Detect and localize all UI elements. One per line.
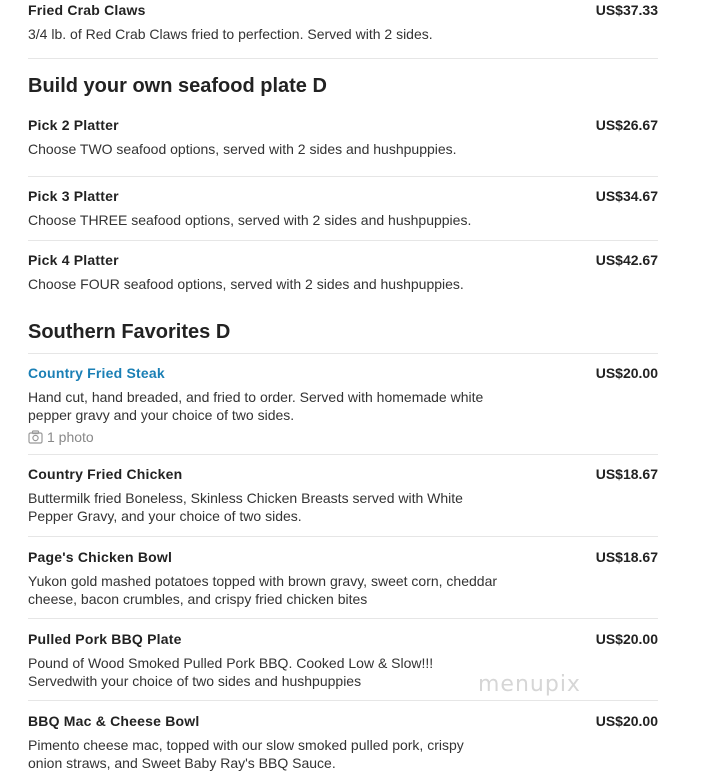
section-title: Southern Favorites D bbox=[28, 321, 231, 343]
item-description: Pound of Wood Smoked Pulled Pork BBQ. Cooked Low & Slow!!! Servedwith your choice of two sides and hushpuppies bbox=[28, 655, 434, 689]
menu bbox=[28, 0, 658, 773]
item-price: US$18.67 bbox=[595, 466, 658, 482]
camera-icon bbox=[28, 430, 43, 444]
item-name: Pulled Pork BBQ Plate bbox=[28, 631, 182, 647]
item-price: US$20.00 bbox=[595, 713, 658, 729]
menu-item bbox=[28, 177, 658, 241]
menu-item bbox=[28, 0, 658, 59]
item-description: Yukon gold mashed potatoes topped with brown gravy, sweet corn, cheddar cheese, bacon crumbles, and crispy fried chicken bites bbox=[28, 573, 498, 607]
item-price: US$18.67 bbox=[595, 549, 658, 565]
watermark: menupix bbox=[478, 672, 581, 697]
item-description: Pimento cheese mac, topped with our slow smoked pulled pork, crispy onion straws, and Sweet Baby Ray's BBQ Sauce. bbox=[28, 737, 464, 771]
menu-item bbox=[28, 113, 658, 177]
item-name: Country Fried Chicken bbox=[28, 466, 183, 482]
menu-item bbox=[28, 241, 658, 315]
item-description: Choose TWO seafood options, served with 2 sides and hushpuppies. bbox=[28, 141, 457, 157]
item-description: 3/4 lb. of Red Crab Claws fried to perfection. Served with 2 sides. bbox=[28, 26, 433, 42]
item-name: Pick 4 Platter bbox=[28, 252, 119, 268]
section-title: Build your own seafood plate D bbox=[28, 75, 327, 97]
menu-item bbox=[28, 455, 658, 537]
photo-link[interactable] bbox=[28, 429, 94, 445]
section-header bbox=[28, 315, 658, 354]
section-header bbox=[28, 59, 658, 113]
item-price: US$42.67 bbox=[595, 252, 658, 268]
item-name: BBQ Mac & Cheese Bowl bbox=[28, 713, 200, 729]
item-price: US$20.00 bbox=[595, 631, 658, 647]
photo-count: 1 photo bbox=[47, 429, 94, 445]
menu-item bbox=[28, 537, 658, 619]
item-description: Choose THREE seafood options, served with 2 sides and hushpuppies. bbox=[28, 212, 472, 228]
item-name: Pick 2 Platter bbox=[28, 117, 119, 133]
item-name: Page's Chicken Bowl bbox=[28, 549, 173, 565]
menu-item bbox=[28, 354, 658, 455]
item-price: US$34.67 bbox=[595, 188, 658, 204]
item-name: Fried Crab Claws bbox=[28, 2, 146, 18]
item-price: US$37.33 bbox=[595, 2, 658, 18]
item-description: Hand cut, hand breaded, and fried to order. Served with homemade white pepper gravy and your choice of two sides. bbox=[28, 389, 484, 423]
menu-item bbox=[28, 701, 658, 773]
item-description: Choose FOUR seafood options, served with 2 sides and hushpuppies. bbox=[28, 276, 464, 292]
item-description: Buttermilk fried Boneless, Skinless Chicken Breasts served with White Pepper Gravy, and your choice of two sides. bbox=[28, 490, 463, 524]
item-price: US$20.00 bbox=[595, 365, 658, 381]
item-price: US$26.67 bbox=[595, 117, 658, 133]
item-name: Pick 3 Platter bbox=[28, 188, 119, 204]
item-name-link[interactable]: Country Fried Steak bbox=[28, 365, 165, 381]
